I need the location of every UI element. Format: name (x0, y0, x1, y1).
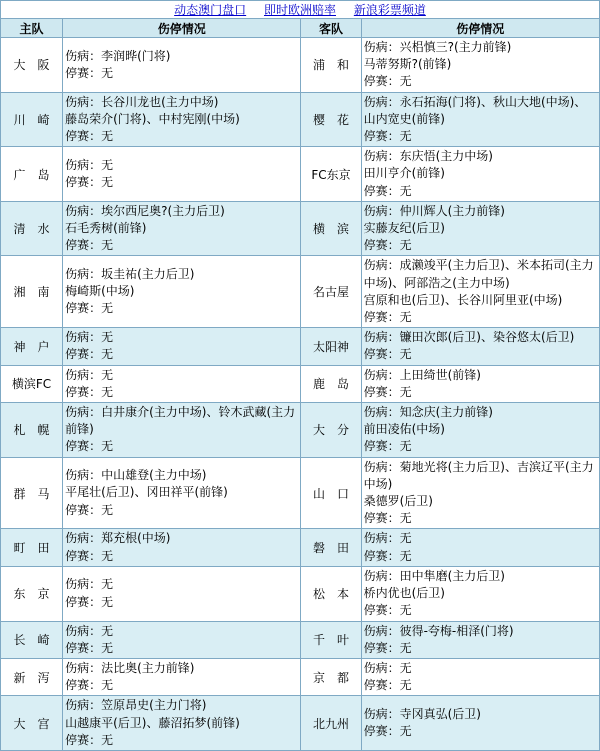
table-header-row (1, 19, 600, 38)
injury-line: 伤病：埃尔西尼奥?(主力后卫) (65, 203, 225, 218)
injury-line: 伤病：仲川辉人(主力前锋) (363, 203, 505, 218)
away-injury-info (361, 621, 599, 658)
injury-line: 停赛：无 (65, 347, 114, 362)
table-row (1, 696, 600, 751)
home-team-name: 町 田 (1, 529, 63, 566)
table-row (1, 403, 600, 458)
home-injury-info (63, 92, 301, 147)
away-team-name: 千 叶 (301, 621, 361, 658)
injury-table (0, 18, 600, 751)
home-team-name: 清 水 (1, 201, 63, 256)
injury-line: 伤病：无 (65, 330, 114, 345)
away-injury-info (361, 658, 599, 695)
home-team-name: 神 户 (1, 328, 63, 365)
injury-line: 山越康平(后卫)、藤沼拓梦(前锋) (65, 715, 240, 730)
injury-line: 马蒂努斯?(前锋) (363, 57, 452, 72)
away-injury-info (361, 529, 599, 566)
top-links-bar (0, 0, 600, 18)
injury-line: 伤病：永石拓海(门将)、秋山大地(中场)、山内宽史(前锋) (363, 94, 587, 126)
injury-line: 伤病：长谷川龙也(主力中场) (65, 94, 219, 109)
table-row (1, 529, 600, 566)
injury-line: 停赛：无 (65, 301, 114, 316)
away-injury-info (361, 696, 599, 751)
injury-line: 宫原和也(后卫)、长谷川阿里亚(中场) (363, 292, 563, 307)
injury-line: 停赛：无 (363, 603, 412, 618)
away-team-name: 北九州 (301, 696, 361, 751)
away-team-name: 名古屋 (301, 256, 361, 328)
home-team-name: 川 崎 (1, 92, 63, 147)
away-injury-info (361, 256, 599, 328)
injury-line: 伤病：无 (65, 367, 114, 382)
home-injury-info (63, 621, 301, 658)
injury-line: 停赛：无 (65, 65, 114, 80)
injury-line: 停赛：无 (65, 732, 114, 747)
injury-line: 伤病：坂圭祐(主力后卫) (65, 267, 195, 282)
away-injury-info (361, 147, 599, 202)
away-team-name: 松 本 (301, 566, 361, 621)
injury-line: 停赛：无 (65, 384, 114, 399)
injury-line: 停赛：无 (363, 384, 412, 399)
injury-line: 伤病：无 (65, 623, 114, 638)
injury-line: 藤岛荣介(门将)、中村宪刚(中场) (65, 111, 240, 126)
injury-line: 伤病：法比奥(主力前锋) (65, 660, 195, 675)
injury-line: 梅崎斯(中场) (65, 284, 135, 299)
table-row (1, 38, 600, 93)
home-team-name: 札 幌 (1, 403, 63, 458)
injury-line: 伤病：成濑竣平(主力后卫)、米本拓司(主力中场)、阿部浩之(主力中场) (363, 258, 594, 290)
injury-line: 伤病：彼得-夸梅-相泽(门将) (363, 623, 514, 638)
injury-line: 停赛：无 (363, 511, 412, 526)
home-team-name: 大 宫 (1, 696, 63, 751)
away-team-name: 太阳神 (301, 328, 361, 365)
injury-line: 伤病：无 (363, 531, 412, 546)
header-away-info: 伤停情况 (361, 19, 599, 38)
injury-line: 伤病：李润晔(门将) (65, 48, 171, 63)
injury-line: 实藤友纪(后卫) (363, 221, 445, 236)
injury-line: 停赛：无 (363, 640, 412, 655)
home-injury-info (63, 403, 301, 458)
away-team-name: 横 滨 (301, 201, 361, 256)
injury-line: 停赛：无 (65, 238, 114, 253)
injury-line: 桑德罗(后卫) (363, 494, 433, 509)
injury-line: 停赛：无 (363, 183, 412, 198)
home-injury-info (63, 566, 301, 621)
injury-line: 停赛：无 (363, 678, 412, 693)
injury-line: 停赛：无 (363, 310, 412, 325)
table-row (1, 365, 600, 402)
europe-odds-link[interactable]: 即时欧洲赔率 (263, 3, 336, 17)
away-injury-info (361, 566, 599, 621)
injury-line: 停赛：无 (363, 238, 412, 253)
header-away: 客队 (301, 19, 361, 38)
table-row (1, 256, 600, 328)
away-team-name: 京 都 (301, 658, 361, 695)
injury-line: 伤病：兴梠慎三?(主力前锋) (363, 40, 512, 54)
away-injury-info (361, 328, 599, 365)
injury-line: 伤病：无 (65, 157, 114, 172)
injury-line: 停赛：无 (65, 678, 114, 693)
home-injury-info (63, 256, 301, 328)
sina-lottery-link[interactable]: 新浪彩票频道 (353, 3, 426, 17)
injury-line: 停赛：无 (65, 502, 114, 517)
injury-line: 伤病：郑充根(中场) (65, 531, 171, 546)
injury-line: 停赛：无 (65, 439, 114, 454)
injury-line: 伤病：田中隼磨(主力后卫) (363, 568, 505, 583)
injury-line: 前田凌佑(中场) (363, 422, 445, 437)
home-injury-info (63, 529, 301, 566)
injury-line: 田川亨介(前锋) (363, 166, 445, 181)
injury-line: 伤病：无 (65, 577, 114, 592)
away-team-name: 樱 花 (301, 92, 361, 147)
away-team-name: 磐 田 (301, 529, 361, 566)
injury-line: 石毛秀树(前锋) (65, 221, 147, 236)
table-row (1, 147, 600, 202)
injury-line: 停赛：无 (363, 347, 412, 362)
header-home: 主队 (1, 19, 63, 38)
away-injury-info (361, 38, 599, 93)
header-home-info: 伤停情况 (63, 19, 301, 38)
table-row (1, 566, 600, 621)
injury-line: 伤病：上田绮世(前锋) (363, 367, 481, 382)
home-team-name: 东 京 (1, 566, 63, 621)
home-injury-info (63, 38, 301, 93)
injury-line: 停赛：无 (363, 439, 412, 454)
table-row (1, 621, 600, 658)
injury-line: 伤病：知念庆(主力前锋) (363, 405, 493, 420)
table-row (1, 457, 600, 529)
home-team-name: 长 崎 (1, 621, 63, 658)
home-injury-info (63, 147, 301, 202)
injury-line: 平尾壮(后卫)、冈田祥平(前锋) (65, 485, 228, 500)
injury-line: 伤病：中山雄登(主力中场) (65, 468, 207, 483)
injury-line: 停赛：无 (65, 594, 114, 609)
injury-line: 停赛：无 (363, 548, 412, 563)
injury-line: 停赛：无 (65, 175, 114, 190)
injury-line: 伤病：菊地光将(主力后卫)、吉滨辽平(主力中场) (363, 459, 594, 491)
away-team-name: 山 口 (301, 457, 361, 529)
away-injury-info (361, 92, 599, 147)
table-row (1, 92, 600, 147)
injury-line: 停赛：无 (363, 724, 412, 739)
away-team-name: 大 分 (301, 403, 361, 458)
home-team-name: 新 泻 (1, 658, 63, 695)
away-injury-info (361, 365, 599, 402)
home-injury-info (63, 658, 301, 695)
table-row (1, 328, 600, 365)
table-row (1, 201, 600, 256)
injury-line: 桥内优也(后卫) (363, 586, 445, 601)
away-injury-info (361, 457, 599, 529)
home-injury-info (63, 696, 301, 751)
injury-line: 伤病：无 (363, 660, 412, 675)
injury-line: 停赛：无 (65, 129, 114, 144)
home-team-name: 湘 南 (1, 256, 63, 328)
away-injury-info (361, 201, 599, 256)
home-injury-info (63, 457, 301, 529)
away-team-name: 鹿 岛 (301, 365, 361, 402)
injury-line: 停赛：无 (363, 129, 412, 144)
away-injury-info (361, 403, 599, 458)
home-team-name: 群 马 (1, 457, 63, 529)
home-injury-info (63, 201, 301, 256)
injury-line: 伤病：白井康介(主力中场)、铃木武藏(主力前锋) (65, 405, 296, 437)
away-team-name: FC东京 (301, 147, 361, 202)
injury-line: 伤病：寺冈真弘(后卫) (363, 706, 481, 721)
injury-line: 停赛：无 (65, 548, 114, 563)
home-injury-info (63, 365, 301, 402)
injury-line: 伤病：镰田次郎(后卫)、染谷悠太(后卫) (363, 330, 575, 345)
home-team-name: 广 岛 (1, 147, 63, 202)
macau-odds-link[interactable]: 动态澳门盘口 (174, 3, 247, 17)
home-team-name: 横滨FC (1, 365, 63, 402)
table-row (1, 658, 600, 695)
injury-line: 伤病：东庆悟(主力中场) (363, 149, 493, 164)
injury-line: 伤病：笠原昂史(主力门将) (65, 698, 207, 713)
injury-line: 停赛：无 (65, 640, 114, 655)
injury-line: 停赛：无 (363, 74, 412, 89)
away-team-name: 浦 和 (301, 38, 361, 93)
home-team-name: 大 阪 (1, 38, 63, 93)
home-injury-info (63, 328, 301, 365)
